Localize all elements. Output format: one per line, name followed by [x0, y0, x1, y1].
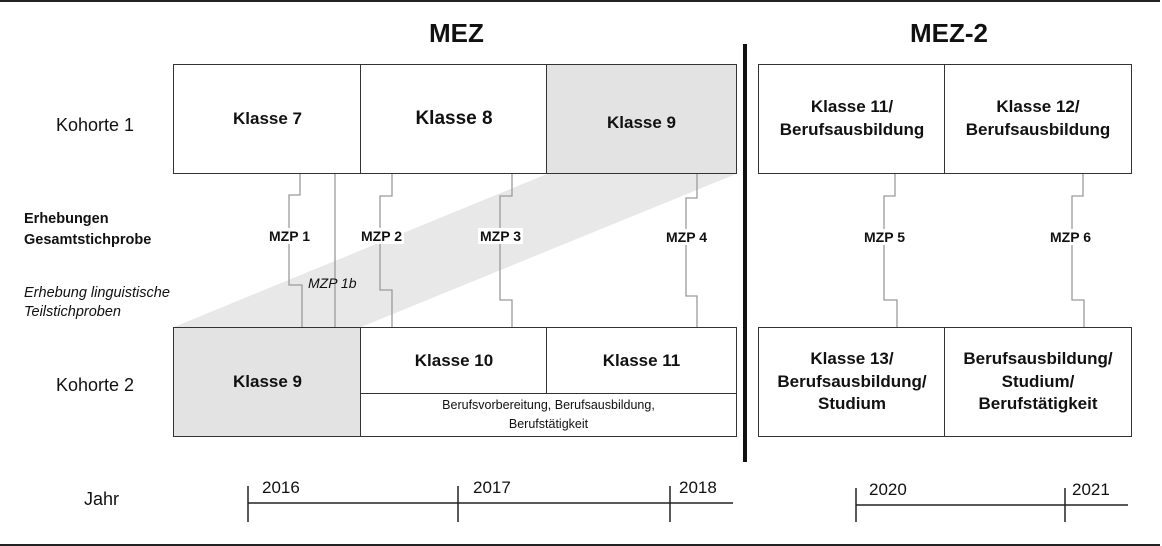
k2-beruf-line2: Berufstätigkeit — [508, 417, 589, 431]
k1-klasse8-box — [360, 64, 548, 174]
k1-klasse8-text: Klasse 8 — [415, 108, 493, 130]
label-jahr: Jahr — [84, 489, 120, 509]
k2-klasse13-line1: Klasse 13/ — [810, 348, 894, 368]
k2-final-line1: Berufsausbildung/ — [963, 348, 1113, 368]
k1-klasse9-box — [546, 64, 737, 174]
k2-beruf-box — [360, 393, 737, 437]
header-mez2: MEZ-2 — [910, 18, 988, 48]
k1-klasse9-text: Klasse 9 — [607, 113, 676, 132]
k2-final-line2: Studium/ — [1001, 371, 1075, 391]
k2-final-line3: Berufstätigkeit — [978, 394, 1098, 414]
label-linguistisch-line1: Erhebung linguistische — [24, 285, 170, 301]
k2-klasse13-line3: Studium — [818, 394, 886, 414]
k1-klasse11-line1: Klasse 11/ — [810, 97, 894, 117]
k2-klasse10-box — [360, 327, 548, 395]
k2-klasse11-text: Klasse 11 — [602, 350, 681, 370]
k1-klasse7-box — [173, 64, 362, 174]
k2-klasse9-box — [173, 327, 362, 437]
label-linguistisch-line2: Teilstichproben — [24, 304, 121, 320]
connector-mzp5 — [884, 174, 897, 327]
k1-klasse11-line2: Berufsausbildung — [779, 120, 925, 139]
header-mez: MEZ — [429, 18, 484, 48]
mzp4-label: MZP 4 — [666, 229, 707, 245]
mzp5-label: MZP 5 — [864, 229, 905, 245]
mzp6-label: MZP 6 — [1050, 229, 1091, 245]
year-2021: 2021 — [1072, 480, 1110, 499]
year-2018: 2018 — [679, 478, 717, 497]
k1-klasse7-text: Klasse 7 — [233, 108, 302, 128]
mzp2-label: MZP 2 — [361, 228, 402, 244]
k2-klasse9-text: Klasse 9 — [233, 371, 302, 391]
year-2017: 2017 — [473, 478, 511, 497]
mzp3-label: MZP 3 — [480, 228, 521, 244]
cohort-shift-band — [174, 174, 736, 327]
k2-klasse13-box — [758, 327, 946, 437]
connector-mzp6 — [1072, 174, 1084, 327]
year-2020: 2020 — [869, 480, 907, 499]
k1-klasse12-line2: Berufsausbildung — [965, 120, 1111, 139]
mzp1b-label: MZP 1b — [308, 275, 357, 291]
connector-mzp4 — [686, 174, 697, 327]
k1-klasse12-line1: Klasse 12/ — [996, 97, 1080, 117]
mzp1-label: MZP 1 — [269, 228, 310, 244]
k2-klasse13-line2: Berufsausbildung/ — [777, 371, 927, 391]
year-2016: 2016 — [262, 478, 300, 497]
k2-beruf-line1: Berufsvorbereitung, Berufsausbildung, — [442, 398, 655, 413]
label-gesamtstichprobe: Gesamtstichprobe — [24, 232, 152, 248]
k2-klasse11-box — [546, 327, 737, 395]
k1-klasse12-box — [944, 64, 1132, 174]
label-kohorte2: Kohorte 2 — [56, 375, 135, 395]
k2-final-box — [944, 327, 1132, 437]
label-kohorte1: Kohorte 1 — [56, 115, 135, 135]
k1-klasse11-box — [758, 64, 946, 174]
label-erhebungen: Erhebungen — [24, 211, 109, 227]
k2-klasse10-text: Klasse 10 — [414, 350, 494, 370]
